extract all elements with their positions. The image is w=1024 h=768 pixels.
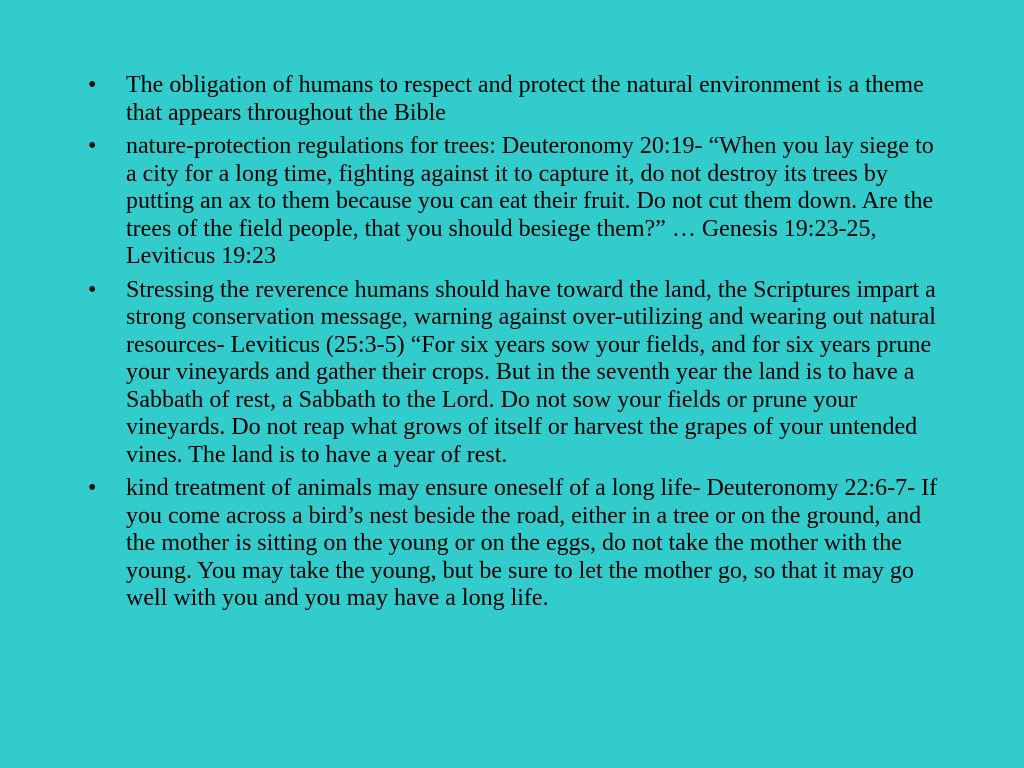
- bullet-list: [88, 72, 948, 619]
- bullet-text: Stressing the reverence humans should have toward the land, the Scriptures impart a strong conservation message, warning against over-utilizing and wearing out natural resources- Leviticus (25:3-5) “For six years sow your fields, and for six years prune your vineyards and gather their crops. But in the seventh year the land is to have a Sabbath of rest, a Sabbath to the Lord. Do not sow your fields or prune your vineyards. Do not reap what grows of itself or harvest the grapes of your untended vines. The land is to have a year of rest.: [126, 276, 936, 468]
- bullet-text: The obligation of humans to respect and protect the natural environment is a theme that appears throughout the Bible: [126, 72, 924, 126]
- bullet-marker: •: [88, 276, 97, 303]
- bullet-marker: •: [88, 133, 97, 159]
- bullet-text: kind treatment of animals may ensure oneself of a long life- Deuteronomy 22:6-7- If you come across a bird’s nest beside the road, either in a tree or on the ground, and the mother is sitting on the young or on the eggs, do not take the mother with the young. You may take the young, but be sure to let the mother go, so that it may go well with you and you may have a long life.: [126, 475, 938, 611]
- bullet-item: [88, 277, 948, 470]
- bullet-marker: •: [88, 475, 97, 501]
- bullet-item: [88, 72, 948, 127]
- bullet-text: nature-protection regulations for trees: Deuteronomy 20:19- “When you lay siege to a city for a long time, fighting against it to capture it, do not destroy its trees by putting an ax to them because you can eat their fruit. Do not cut them down. Are the trees of the field people, that you should besiege them?” … Genesis 19:23-25, Leviticus 19:23: [126, 133, 934, 269]
- bullet-item: [88, 133, 948, 271]
- bullet-marker: •: [88, 72, 97, 98]
- bullet-item: [88, 475, 948, 613]
